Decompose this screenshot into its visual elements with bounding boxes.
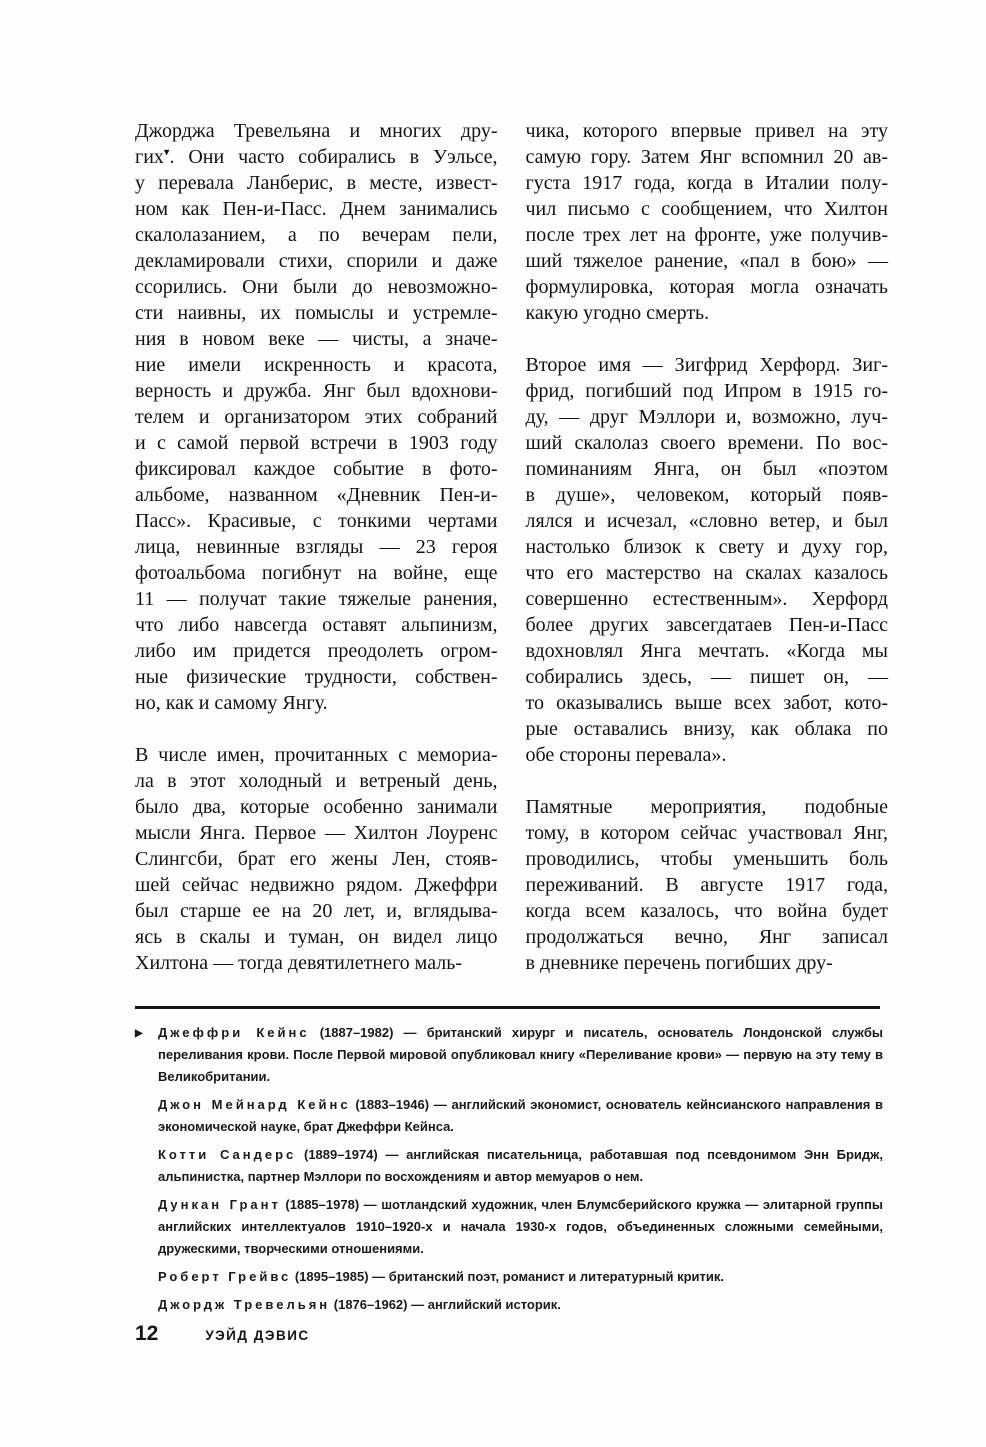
footnote-item	[135, 1144, 883, 1188]
text-line: ший тяжелое ранение, «пал в бою» —	[525, 250, 888, 272]
text-line: был старше ее на 20 лет, и, вглядыва-	[135, 900, 498, 922]
text-line: сти наивны, их помыслы и устремле-	[135, 302, 498, 324]
text-line: ясь в скалы и туман, он видел лицо	[135, 926, 498, 948]
text-line: Слингсби, брат его жены Лен, стояв-	[135, 848, 498, 870]
text-line: мысли Янга. Первое — Хилтон Лоуренс	[135, 822, 498, 844]
footnote-item	[135, 1094, 883, 1138]
text-line: что либо навсегда оставят альпинизм,	[135, 614, 498, 636]
text-line: ние имели искренность и красота,	[135, 354, 498, 376]
text-column-right	[526, 118, 889, 976]
text-line: декламировали стихи, спорили и даже	[135, 250, 498, 272]
paragraph	[526, 352, 889, 768]
footnote-person-name: Джордж Тревельян	[158, 1297, 331, 1312]
footnote-reference-marker-icon: ▾	[163, 146, 170, 159]
text-line: скалолазанием, а по вечерам пели,	[135, 224, 498, 246]
text-line: фиксировал каждое событие в фото-	[135, 458, 498, 480]
text-line: лица, невинные взгляды — 23 героя	[135, 536, 498, 558]
text-line: 11 — получат такие тяжелые ранения,	[135, 588, 498, 610]
text-line: поминаниям Янга, он был «поэтом	[525, 458, 888, 480]
text-line: чил письмо с сообщением, что Хилтон	[525, 198, 888, 220]
text-line: ла в этот холодный и ветреный день,	[135, 770, 498, 792]
footnote-item	[135, 1266, 883, 1288]
footnote-text: (1895–1985) — британский поэт, романист и литературный критик.	[291, 1269, 725, 1284]
text-line: более других завсегдатаев Пен-и-Пасс	[525, 614, 888, 636]
page-footer	[135, 1322, 880, 1346]
text-line: какую угодно смерть.	[525, 302, 710, 324]
text-line: обе стороны перевала».	[525, 744, 727, 766]
running-title: УЭЙД ДЭВИС	[205, 1328, 310, 1343]
footnote-person-name: Котти Сандерс	[158, 1147, 297, 1162]
text-line: гих▾. Они часто собирались в Уэльсе,	[135, 146, 498, 168]
footnote-text: (1885–1978) — шотландский художник, член Блумсберийского кружка — элитарной группы английских интеллектуалов 1910–1920-х и начала 1930-х годов, объединенных сложными семейными, дружескими, творческими отношениями.	[158, 1197, 884, 1256]
text-line: телем и организатором этих собраний	[135, 406, 498, 428]
footnotes-section	[135, 1022, 883, 1322]
footnote-text: (1876–1962) — английский историк.	[330, 1297, 561, 1312]
text-line: либо им придется преодолеть огром-	[135, 640, 498, 662]
text-line: Пасс». Красивые, с тонкими чертами	[135, 510, 498, 532]
text-line: ном как Пен-и-Пасс. Днем занимались	[135, 198, 498, 220]
text-line: формулировка, которая могла означать	[525, 276, 888, 298]
text-line: Хилтона — тогда девятилетнего маль-	[135, 952, 463, 974]
text-line: совершенно естественным». Херфорд	[525, 588, 888, 610]
body-text	[135, 118, 888, 976]
text-line: шей сейчас недвижно рядом. Джеффри	[135, 874, 498, 896]
footnote-person-name: Роберт Грейвс	[158, 1269, 292, 1284]
text-line: Джорджа Тревельяна и многих дру-	[135, 120, 498, 142]
footnote-item	[135, 1294, 883, 1316]
text-line: после трех лет на фронте, уже получив-	[525, 224, 888, 246]
text-line: рые оставались внизу, как облака по	[525, 718, 888, 740]
text-line: ные физические трудности, собствен-	[135, 666, 498, 688]
text-line: В числе имен, прочитанных с мемориа-	[135, 744, 498, 766]
page-number: 12	[135, 1322, 159, 1345]
paragraph	[526, 794, 889, 976]
footnote-text: (1883–1946) — английский экономист, основатель кейнсианского направления в экономической науке, брат Джеффри Кейнса.	[158, 1097, 883, 1134]
text-column-left	[135, 118, 498, 976]
text-line: вдохновлял Янга мечтать. «Когда мы	[525, 640, 888, 662]
text-line: фотоальбома погибнут на войне, еще	[135, 562, 498, 584]
text-line: собирались здесь, — пишет он, —	[525, 666, 888, 688]
text-line: лялся и исчезал, «словно ветер, и был	[525, 510, 888, 532]
paragraph	[526, 118, 889, 326]
footnote-text: (1889–1974) — английская писательница, работавшая под псевдонимом Энн Бридж, альпинистка, партнер Мэллори по восхождениям и автор мемуаров о нем.	[158, 1147, 883, 1184]
footnote-item	[135, 1022, 883, 1088]
text-line: у перевала Ланберис, в месте, извест-	[135, 172, 498, 194]
text-line: тому, в котором сейчас участвовал Янг,	[525, 822, 888, 844]
text-line: то оказывались выше всех забот, кото-	[525, 692, 888, 714]
text-line: что его мастерство на скалах казалось	[525, 562, 888, 584]
text-line: переживаний. В августе 1917 года,	[525, 874, 888, 896]
paragraph	[135, 118, 498, 716]
text-line: было два, которые особенно занимали	[135, 796, 498, 818]
footnote-person-name: Джеффри Кейнс	[158, 1025, 310, 1040]
footnote-item	[135, 1194, 883, 1260]
text-line: ния в новом веке — чисты, а значе-	[135, 328, 498, 350]
text-line: чика, которого впервые привел на эту	[525, 120, 888, 142]
text-line: в дневнике перечень погибших дру-	[525, 952, 833, 974]
text-line: в душе», человеком, который появ-	[525, 484, 888, 506]
text-line: альбоме, названном «Дневник Пен-и-	[135, 484, 498, 506]
text-line: настолько близок к свету и духу гор,	[525, 536, 888, 558]
text-line: ссорились. Они были до невозможно-	[135, 276, 498, 298]
text-line: фрид, погибший под Ипром в 1915 го-	[525, 380, 888, 402]
text-line: и с самой первой встречи в 1903 году	[135, 432, 498, 454]
footnote-bullet-icon: ▶	[135, 1028, 143, 1039]
footnote-text: (1887–1982) — британский хирург и писатель, основатель Лондонской службы переливания крови. После Первой мировой опубликовал книгу «Переливание крови» — первую на эту тему в Великобритании.	[158, 1025, 883, 1084]
text-line: продолжаться вечно, Янг записал	[525, 926, 888, 948]
text-line: когда всем казалось, что война будет	[525, 900, 888, 922]
footnote-person-name: Джон Мейнард Кейнс	[158, 1097, 351, 1112]
text-line: Второе имя — Зигфрид Херфорд. Зиг-	[525, 354, 888, 376]
text-line: Памятные мероприятия, подобные	[525, 796, 888, 818]
text-line: самую гору. Затем Янг вспомнил 20 ав-	[525, 146, 888, 168]
text-line: густа 1917 года, когда в Италии полу-	[525, 172, 888, 194]
paragraph	[135, 742, 498, 976]
text-line: проводились, чтобы уменьшить боль	[525, 848, 888, 870]
text-line: но, как и самому Янгу.	[135, 692, 328, 714]
text-line: ший скалолаз своего времени. По вос-	[525, 432, 888, 454]
text-line: ду, — друг Мэллори и, возможно, луч-	[525, 406, 888, 428]
footnote-person-name: Дункан Грант	[158, 1197, 281, 1212]
text-line: верность и дружба. Янг был вдохнови-	[135, 380, 498, 402]
footnote-divider-rule	[135, 1006, 880, 1009]
